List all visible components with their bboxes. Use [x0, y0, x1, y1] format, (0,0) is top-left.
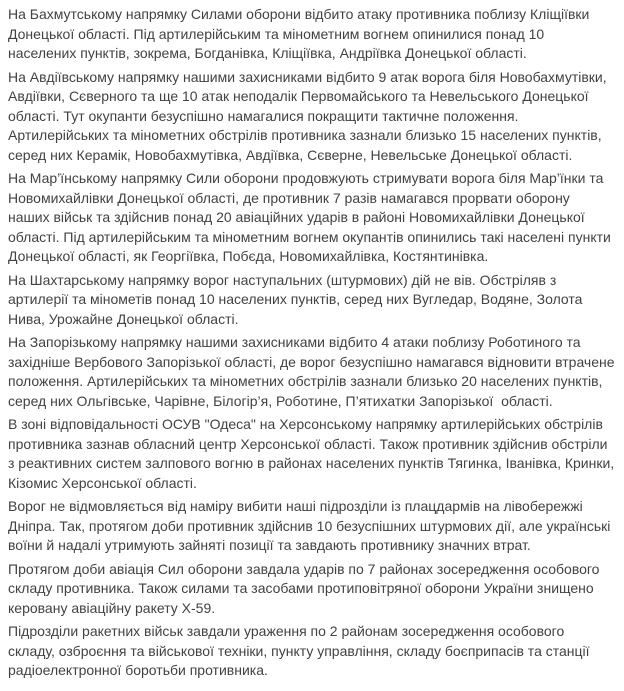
- report-paragraph-marinka: На Мар’їнському напрямку Сили оборони продовжують стримувати ворога біля Мар’їнки та Новомихайлівки Донецької області, де противник 7 разів намагався прорвати оборону наших військ та здійснив понад 20 авіаційних ударів в районі Новомихайлівки Донецької області. Під артилерійським та мінометним вогнем окупантів опинились такі населені пункти Донецької області, як Георгіївка, Побєда, Новомихайлівка, Костянтинівка.: [8, 170, 615, 264]
- report-paragraph-missile-forces: Підрозділи ракетних військ завдали ураження по 2 районам зосередження особового складу, озброєння та військової техніки, пункту управління, складу боєприпасів та станції радіоелектронної боротьби противника.: [8, 623, 594, 678]
- report-paragraph-zaporizhzhia: На Запорізькому напрямку нашими захисниками відбито 4 атаки поблизу Роботиного та західніше Вербового Запорізької області, де ворог безуспішно намагався відновити втрачене положення. Артилерійських та мінометних обстрілів зазнали близько 20 населених пунктів, серед них Ольгівське, Чарівне, Білогір’я, Роботине, П’ятихатки Запорізької області.: [8, 334, 619, 409]
- report-paragraph-shakhtarsk: На Шахтарському напрямку ворог наступальних (штурмових) дій не вів. Обстріляв з артилерії та мінометів понад 10 населених пунктів, серед них Вугледар, Водяне, Золота Нива, Урожайне Донецької області.: [8, 271, 587, 327]
- report-paragraph-kherson: В зоні відповідальності ОСУВ "Одеса" на Херсонському напрямку артилерійських обстрілів противника зазнав обласний центр Херсонської області. Також противник здійснив обстріли з реактивних систем залпового вогню в районах населених пунктів Тягинка, Іванівка, Кринки, Кізомис Херсонської області.: [8, 416, 619, 491]
- report-paragraph-dnipro-bridgeheads: Ворог не відмовляється від наміру вибити наші підрозділи із плацдармів на лівобережжі Дніпра. Так, протягом доби противник здійснив 10 безуспішних штурмових дії, але українські воїни й надалі утримують зайняті позиції та завдають противнику значних втрат.: [8, 498, 615, 553]
- report-paragraph-bakhmut: На Бахмутському напрямку Силами оборони відбито атаку противника поблизу Кліщіївки Донецької області. Під артилерійським та мінометним вогнем опинилися понад 10 населених пунктів, зокрема, Богданівка, Кліщіївка, Андріївка Донецької області.: [8, 6, 594, 61]
- report-paragraph-aviation: Протягом доби авіація Сил оборони завдала ударів по 7 районах зосередження особового складу противника. Також силами та засобами протиповітряної оборони України знищено керовану авіаційну ракету Х-59.: [8, 560, 604, 616]
- report-paragraph-avdiivka: На Авдіївському напрямку нашими захисниками відбито 9 атак ворога біля Новобахмутівки, Авдіївки, Сєверного та ще 10 атак неподалік Первомайського та Невельського Донецької області. Тут окупанти безуспішно намагалися покращити тактичне положення. Артилерійських та мінометних обстрілів противника зазнали близько 15 населених пунктів, серед них Керамік, Новобахмутівка, Авдіївка, Сєверне, Невельське Донецької області.: [8, 68, 611, 163]
